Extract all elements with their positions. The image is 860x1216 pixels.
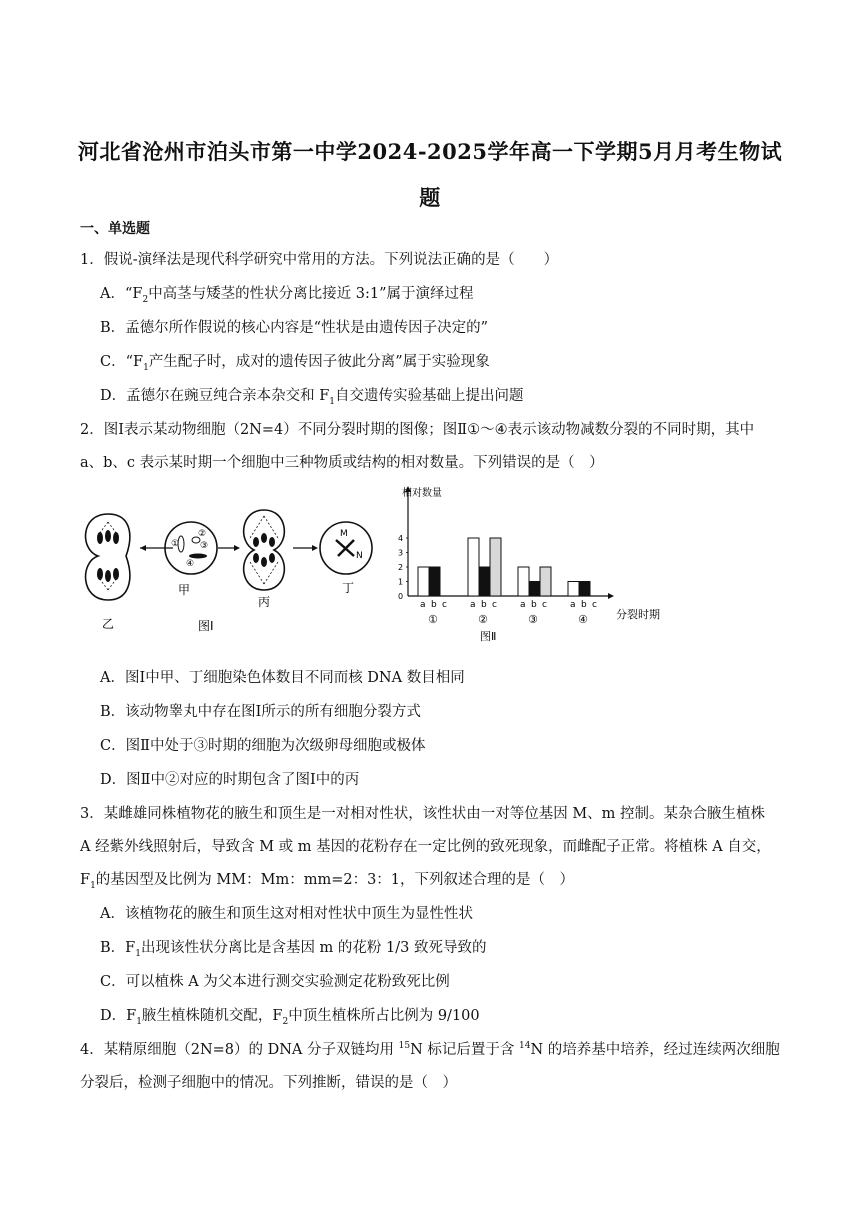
category-label: ④ bbox=[578, 613, 588, 626]
question-3-option-a: A．该植物花的腋生和顶生这对相对性状中顶生为显性性状 bbox=[100, 906, 473, 922]
question-3-stem-line1: 3．某雌雄同株植物花的腋生和顶生是一对相对性状，该性状由一对等位基因 M、m 控制。某杂合腋生植株 bbox=[80, 806, 766, 822]
page-title: 河北省沧州市泊头市第一中学2024-2025学年高一下学期5月月考生物试 bbox=[77, 139, 783, 164]
bar-sublabel: b bbox=[581, 600, 587, 610]
question-2-option-d: D．图Ⅱ中②对应的时期包含了图Ⅰ中的丙 bbox=[100, 772, 360, 788]
bar-a bbox=[418, 567, 429, 596]
cell-yi bbox=[86, 514, 130, 600]
bar-sublabel: b bbox=[481, 600, 487, 610]
bar-sublabel: c bbox=[442, 600, 447, 610]
arrowhead-icon bbox=[140, 545, 146, 551]
question-1-option-c: C．“$F_1$产生配子时，成对的遗传因子彼此分离”属于实验现象 bbox=[100, 354, 490, 373]
ding-label-m: M bbox=[340, 529, 348, 539]
x-axis-label: 分裂时期 bbox=[616, 608, 660, 621]
section-heading: 一、单选题 bbox=[80, 221, 150, 237]
question-3-option-c: C．可以植株 A 为父本进行测交实验测定花粉致死比例 bbox=[100, 974, 450, 990]
question-2-stem-line1: 2．图Ⅰ表示某动物细胞（2N=4）不同分裂时期的图像；图Ⅱ①～④表示该动物减数分裂的不同时期，其中 bbox=[80, 422, 755, 438]
jia-label-4: ④ bbox=[186, 559, 195, 569]
bar-sublabel: c bbox=[492, 600, 497, 610]
y-tick-label: 0 bbox=[398, 592, 404, 601]
y-axis-label: 相对数量 bbox=[402, 488, 442, 499]
question-3-option-d: D．$F_1$腋生植株随机交配，$F_2$中顶生植株所占比例为 9/100 bbox=[100, 1008, 480, 1027]
question-2-figure bbox=[78, 478, 678, 648]
category-label: ③ bbox=[528, 613, 538, 626]
bar-sublabel: a bbox=[420, 600, 426, 610]
cell-label-bing: 丙 bbox=[258, 595, 271, 609]
category-label: ② bbox=[478, 613, 488, 626]
bar-sublabel: c bbox=[592, 600, 597, 610]
bar-sublabel: b bbox=[531, 600, 537, 610]
question-2-option-a: A．图Ⅰ中甲、丁细胞染色体数目不同而核 DNA 数目相同 bbox=[100, 670, 465, 686]
bar-sublabel: a bbox=[470, 600, 476, 610]
question-1-stem: 1．假说-演绎法是现代科学研究中常用的方法。下列说法正确的是（ ） bbox=[80, 252, 559, 268]
y-tick-label: 2 bbox=[398, 563, 404, 572]
arrowhead-icon bbox=[312, 545, 318, 551]
y-tick-label: 1 bbox=[398, 577, 404, 587]
question-3-option-b: B．$F_1$出现该性状分离比是含基因 m 的花粉 1/3 致死导致的 bbox=[100, 940, 487, 959]
cell-label-yi: 乙 bbox=[102, 617, 115, 631]
figure-2-chart bbox=[398, 486, 660, 643]
question-3-stem-line3: $F_1$的基因型及比例为 MM：Mm：mm=2：3：1，下列叙述合理的是（ ） bbox=[80, 872, 575, 891]
cell-label-ding: 丁 bbox=[342, 581, 355, 595]
question-1-option-d: D．孟德尔在豌豆纯合亲本杂交和 $F_1$自交遗传实验基础上提出问题 bbox=[100, 388, 524, 407]
bar-sublabel: a bbox=[520, 600, 526, 610]
question-2-stem-line2: a、b、c 表示某时期一个细胞中三种物质或结构的相对数量。下列错误的是（ ） bbox=[80, 455, 604, 471]
bar-c bbox=[540, 567, 551, 596]
bar-sublabel: a bbox=[570, 600, 576, 610]
question-4-stem-line2: 分裂后，检测子细胞中的情况。下列推断，错误的是（ ） bbox=[80, 1075, 457, 1091]
question-3-stem-line2: A 经紫外线照射后，导致含 M 或 m 基因的花粉存在一定比例的致死现象，而雌配子正常。将植株 A 自交， bbox=[80, 839, 771, 855]
x-axis-arrow-icon bbox=[608, 593, 614, 599]
bar-b bbox=[479, 567, 490, 596]
bar-a bbox=[468, 538, 479, 596]
cell-bing bbox=[244, 510, 285, 590]
arrowhead-icon bbox=[234, 545, 240, 551]
figure-1-caption: 图Ⅰ bbox=[198, 619, 214, 633]
bar-c bbox=[490, 538, 501, 596]
question-1-option-b: B．孟德尔所作假说的核心内容是“性状是由遗传因子决定的” bbox=[100, 320, 488, 336]
figure-2-caption: 图Ⅱ bbox=[480, 630, 497, 643]
cell-label-jia: 甲 bbox=[178, 583, 191, 597]
bar-a bbox=[568, 582, 579, 597]
y-tick-label: 4 bbox=[398, 534, 404, 543]
question-1-option-a: A．“$F_2$中高茎与矮茎的性状分离比接近 3:1”属于演绎过程 bbox=[100, 286, 474, 305]
bar-sublabel: b bbox=[431, 600, 437, 610]
bar-b bbox=[529, 582, 540, 597]
bar-a bbox=[518, 567, 529, 596]
category-label: ① bbox=[428, 613, 438, 626]
question-2-option-b: B．该动物睾丸中存在图Ⅰ所示的所有细胞分裂方式 bbox=[100, 704, 421, 720]
y-tick-label: 3 bbox=[398, 548, 404, 558]
bar-b bbox=[579, 582, 590, 597]
question-2-option-c: C．图Ⅱ中处于③时期的细胞为次级卵母细胞或极体 bbox=[100, 738, 426, 754]
question-4-stem-line1: 4．某精原细胞（2N=8）的 DNA 分子双链均用 $^{15}$N 标记后置于含 $^{14}$N 的培养基中培养，经过连续两次细胞 bbox=[80, 1041, 780, 1058]
jia-label-1: ① bbox=[171, 539, 180, 549]
bar-sublabel: c bbox=[542, 600, 547, 610]
bar-b bbox=[429, 567, 440, 596]
jia-label-2: ② bbox=[198, 529, 207, 539]
jia-label-3: ③ bbox=[200, 541, 209, 551]
page-title-continued: 题 bbox=[419, 185, 441, 210]
ding-label-n: N bbox=[356, 551, 363, 561]
